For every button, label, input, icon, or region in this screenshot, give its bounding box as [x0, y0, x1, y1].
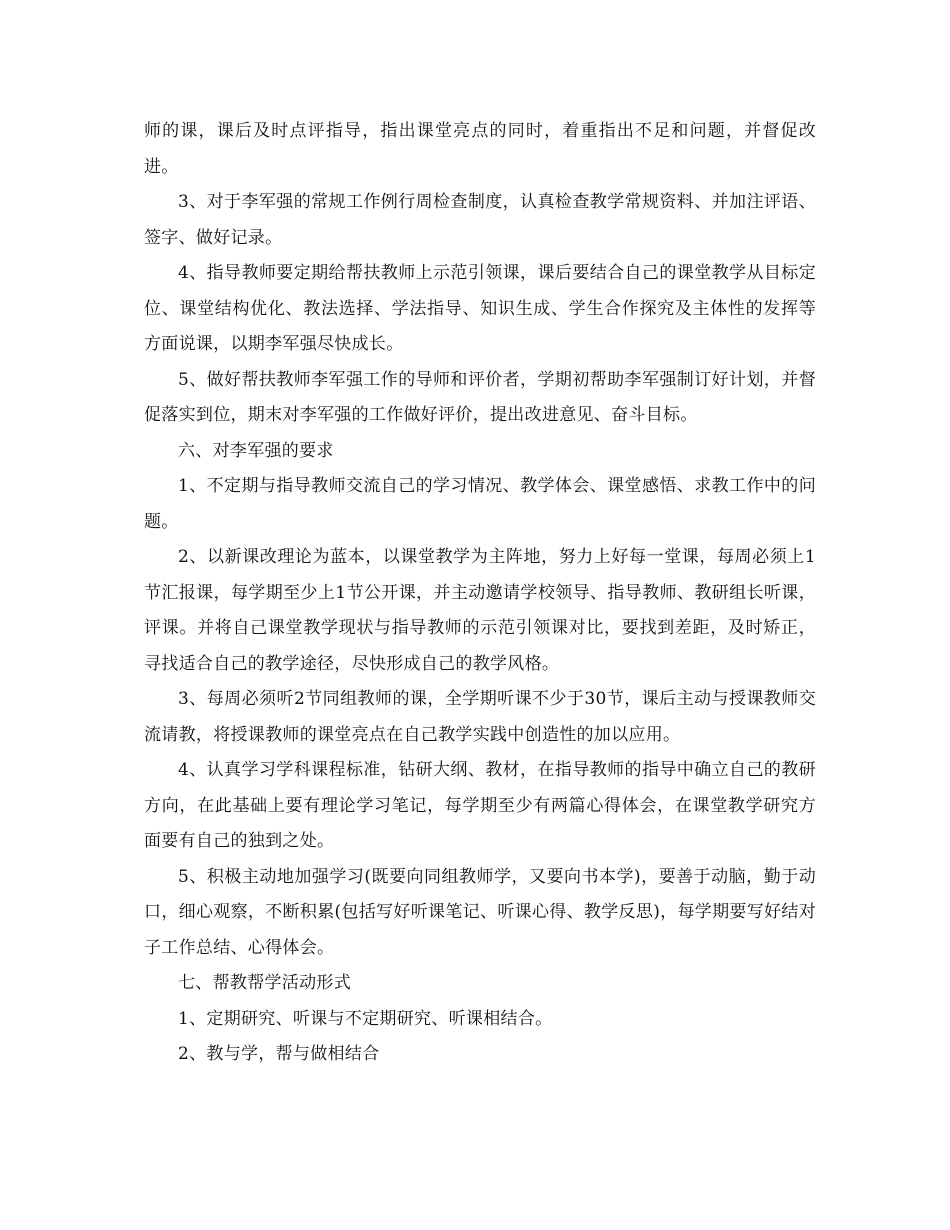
section-heading-seven: 七、帮教帮学活动形式 [178, 973, 351, 993]
requirement-item-2: 2、以新课改理论为蓝本，以课堂教学为主阵地，努力上好每一堂课，每周必须上1节汇报课，每学期至少上1节公开课，并主动邀请学校领导、指导教师、教研组长听课，评课。并将自己课堂教学现状与指导教师的示范引领课对比，要找到差距，及时矫正，寻找适合自己的教学途径，尽快形成自己的教学风格。 [144, 547, 816, 674]
activity-item-1: 1、定期研究、听课与不定期研究、听课相结合。 [178, 1008, 553, 1029]
section-heading-six: 六、对李军强的要求 [178, 440, 334, 461]
paragraph-item-5: 5、做好帮扶教师李军强工作的导师和评价者，学期初帮助李军强制订好计划，并督促落实到位，期末对李军强的工作做好评价，提出改进意见、奋斗目标。 [144, 369, 816, 425]
requirement-item-5: 5、积极主动地加强学习(既要向同组教师学，又要向书本学)，要善于动脑，勤于动口，细心观察，不断积累(包括写好听课笔记、听课心得、教学反思)，每学期要写好结对子工作总结、心得体会。 [144, 866, 816, 958]
document-body [144, 114, 816, 1073]
paragraph-item-3: 3、对于李军强的常规工作例行周检查制度，认真检查教学常规资料、并加注评语、签字、做好记录。 [144, 192, 816, 248]
requirement-item-3: 3、每周必须听2节同组教师的课，全学期听课不少于30节，课后主动与授课教师交流请教，将授课教师的课堂亮点在自己教学实践中创造性的加以应用。 [144, 689, 816, 745]
paragraph-item-4: 4、指导教师要定期给帮扶教师上示范引领课，课后要结合自己的课堂教学从目标定位、课堂结构优化、教法选择、学法指导、知识生成、学生合作探究及主体性的发挥等方面说课，以期李军强尽快成长。 [144, 263, 816, 354]
paragraph-continuation: 师的课，课后及时点评指导，指出课堂亮点的同时，着重指出不足和问题，并督促改进。 [144, 121, 816, 177]
activity-item-2: 2、教与学，帮与做相结合 [178, 1044, 380, 1064]
requirement-item-4: 4、认真学习学科课程标准，钻研大纲、教材，在指导教师的指导中确立自己的教研方向，在此基础上要有理论学习笔记，每学期至少有两篇心得体会，在课堂教学研究方面要有自己的独到之处。 [144, 760, 816, 851]
requirement-item-1: 1、不定期与指导教师交流自己的学习情况、教学体会、课堂感悟、求教工作中的问题。 [144, 476, 816, 532]
